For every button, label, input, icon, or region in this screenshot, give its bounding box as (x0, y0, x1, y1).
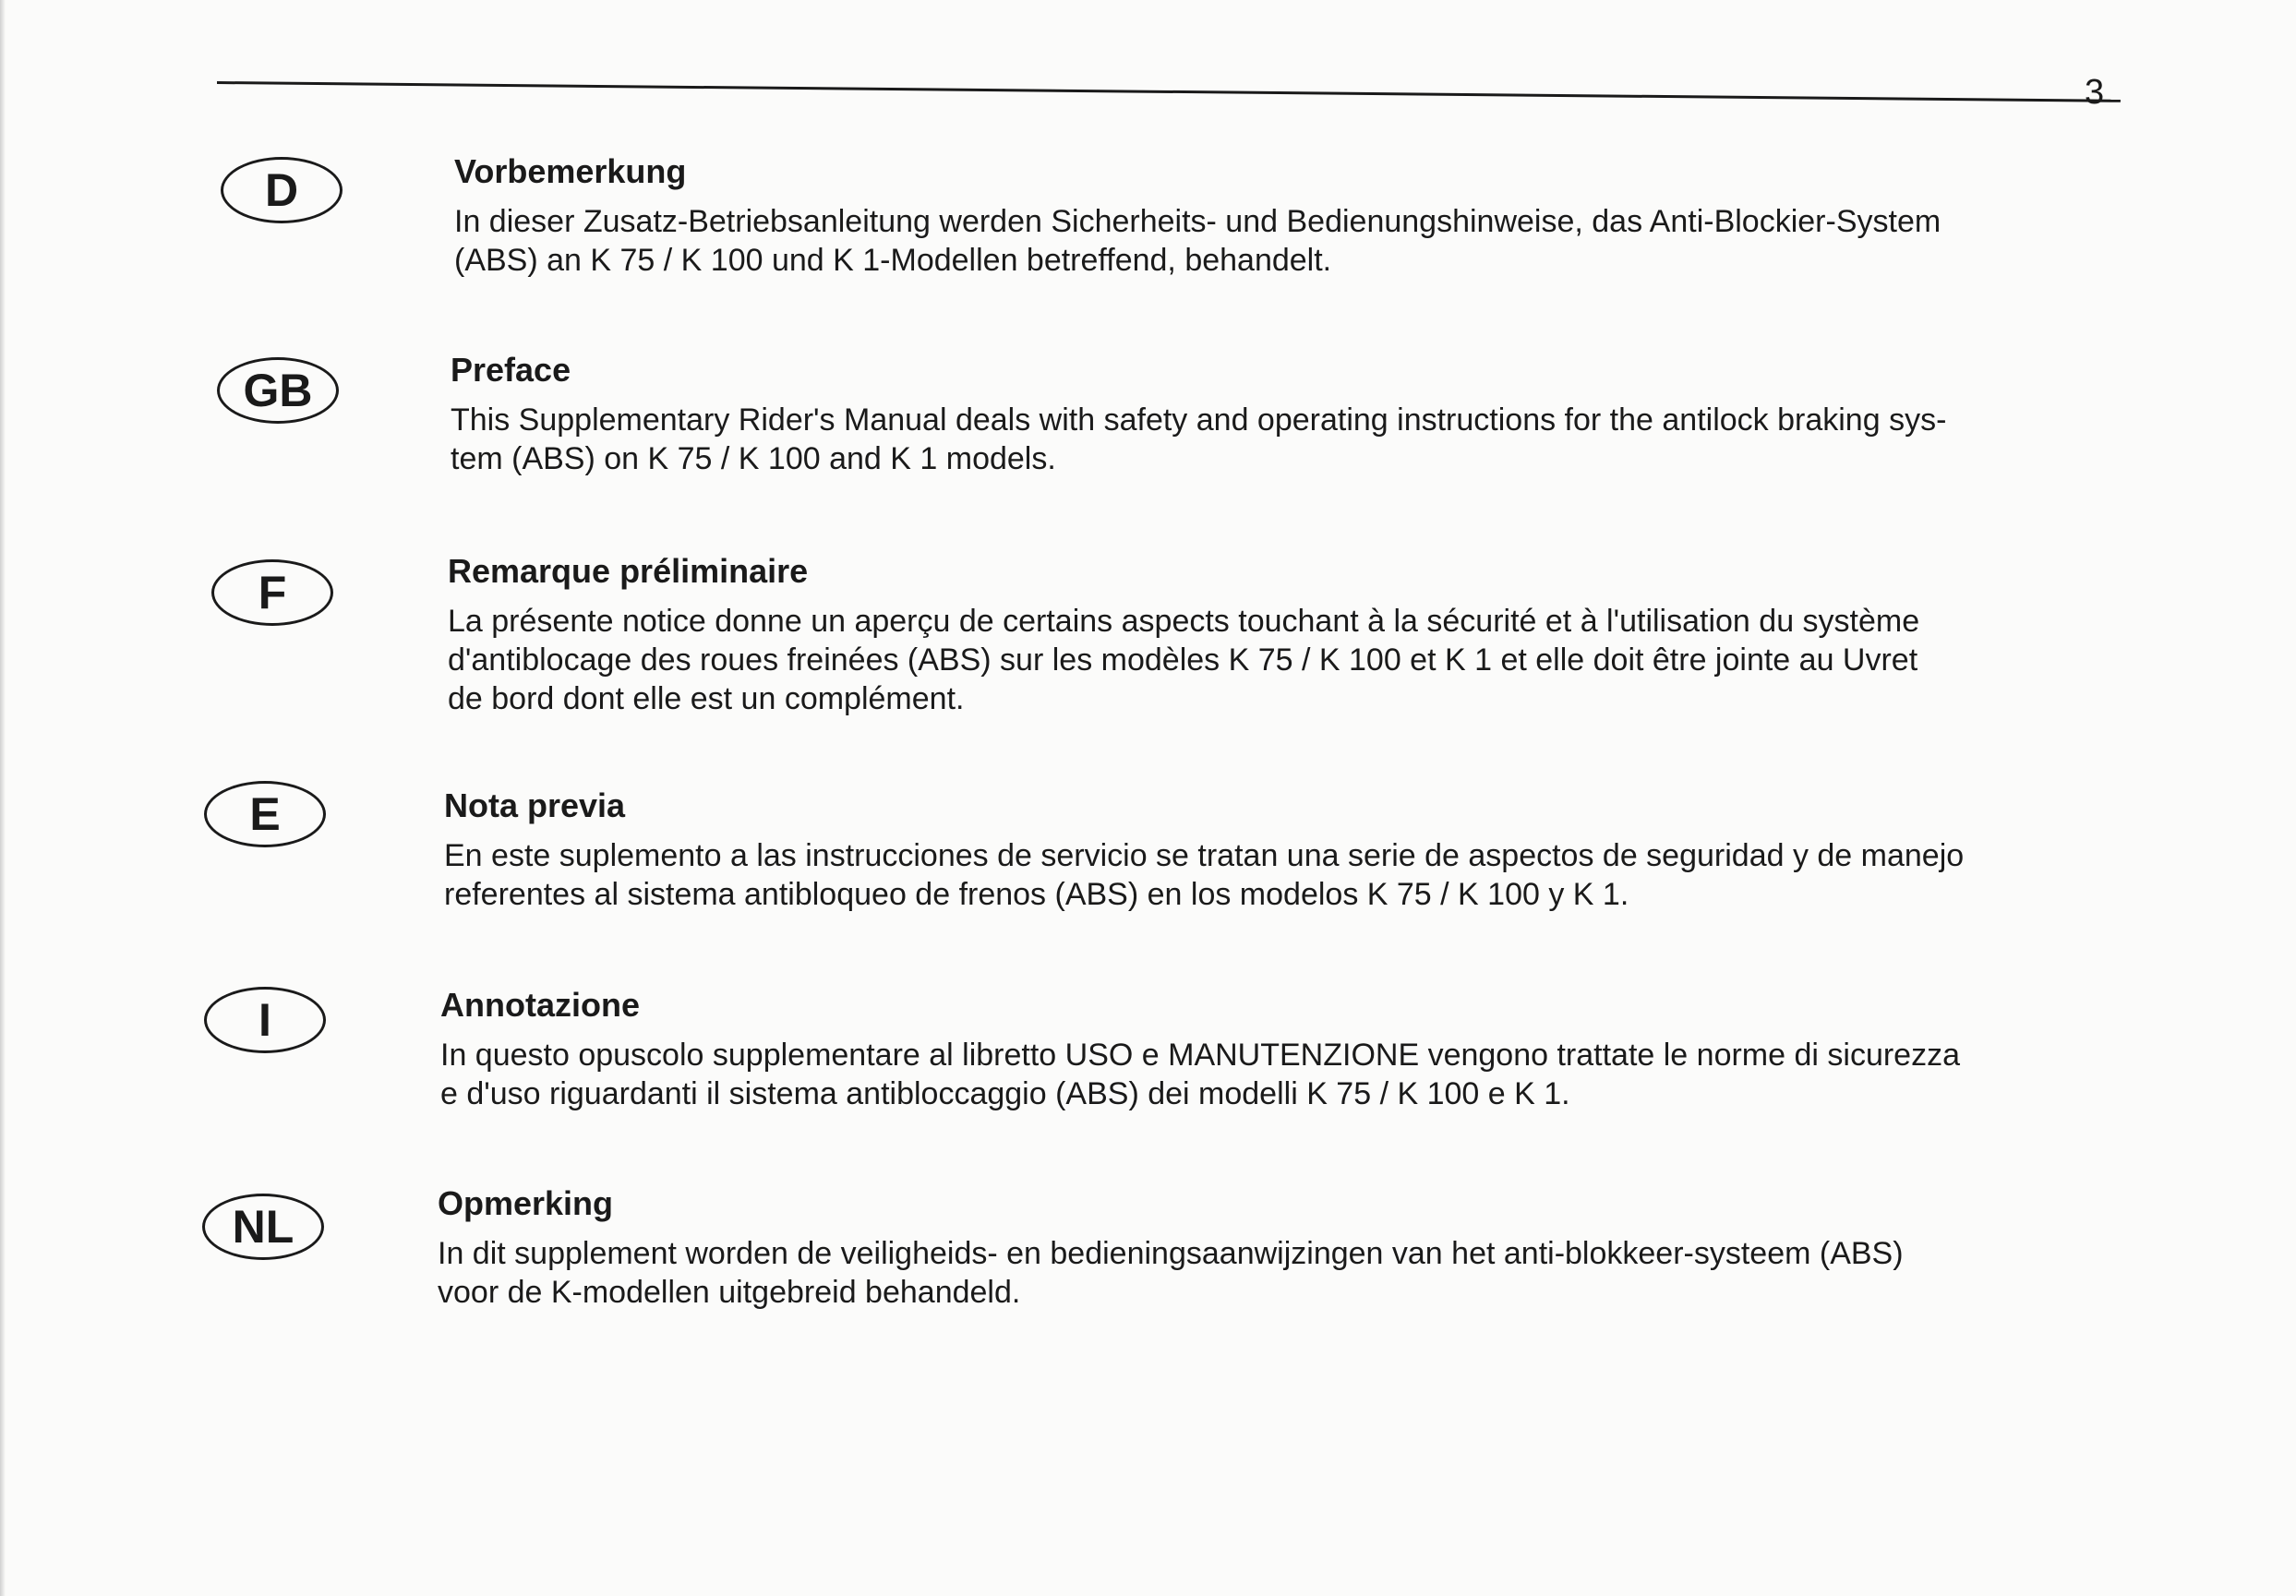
text-line: tem (ABS) on K 75 / K 100 and K 1 models. (451, 441, 1056, 476)
section-title: Remarque préliminaire (448, 552, 809, 590)
section-title: Preface (451, 351, 571, 389)
page-edge-shadow (0, 0, 6, 1596)
text-line: La présente notice donne un aperçu de certains aspects touchant à la sécurité et à l'utilisation du système (448, 604, 1920, 639)
language-badge-nl: NL (202, 1194, 324, 1260)
section-i (440, 986, 2194, 1113)
text-line: (ABS) an K 75 / K 100 und K 1-Modellen betreffend, behandelt. (454, 243, 1332, 278)
text-line: voor de K-modellen uitgebreid behandeld. (438, 1275, 1021, 1310)
section-text (444, 836, 2198, 914)
text-line: referentes al sistema antibloqueo de frenos (ABS) en los modelos K 75 / K 100 y K 1. (444, 877, 1629, 912)
section-text (440, 1036, 2194, 1113)
text-line: This Supplementary Rider's Manual deals with safety and operating instructions for the antilock braking sys- (451, 402, 1947, 438)
language-badge-i: I (204, 987, 326, 1053)
text-line: En este suplemento a las instrucciones de servicio se tratan una serie de aspectos de seguridad y de manejo (444, 838, 1965, 873)
language-badge-gb: GB (217, 357, 339, 424)
section-nl (438, 1184, 2192, 1312)
section-text (448, 602, 2202, 718)
section-e (444, 786, 2198, 914)
page-number: 3 (2085, 73, 2105, 112)
text-line: In questo opuscolo supplementare al libretto USO e MANUTENZIONE vengono trattate le norme di sicurezza (440, 1038, 1960, 1073)
header-rule (217, 81, 2121, 102)
language-badge-e: E (204, 781, 326, 847)
text-line: d'antiblocage des roues freinées (ABS) sur les modèles K 75 / K 100 et K 1 et elle doit être jointe au Uvret (448, 642, 1918, 678)
section-title: Opmerking (438, 1184, 614, 1222)
section-text (451, 401, 2205, 478)
language-badge-d: D (221, 157, 343, 223)
section-f (448, 552, 2202, 718)
text-line: e d'uso riguardanti il sistema antibloccaggio (ABS) dei modelli K 75 / K 100 e K 1. (440, 1076, 1570, 1111)
section-title: Vorbemerkung (454, 152, 687, 190)
section-d (454, 152, 2208, 280)
section-title: Nota previa (444, 786, 626, 824)
section-title: Annotazione (440, 986, 640, 1024)
text-line: In dieser Zusatz-Betriebsanleitung werden Sicherheits- und Bedienungshinweise, das Anti-Blockier-System (454, 204, 1941, 239)
section-text (454, 202, 2208, 280)
section-gb (451, 351, 2205, 478)
text-line: de bord dont elle est un complément. (448, 681, 965, 716)
language-badge-f: F (211, 559, 333, 626)
section-text (438, 1234, 2192, 1312)
text-line: In dit supplement worden de veiligheids- en bedieningsaanwijzingen van het anti-blokkeer-systeem (ABS) (438, 1236, 1904, 1271)
